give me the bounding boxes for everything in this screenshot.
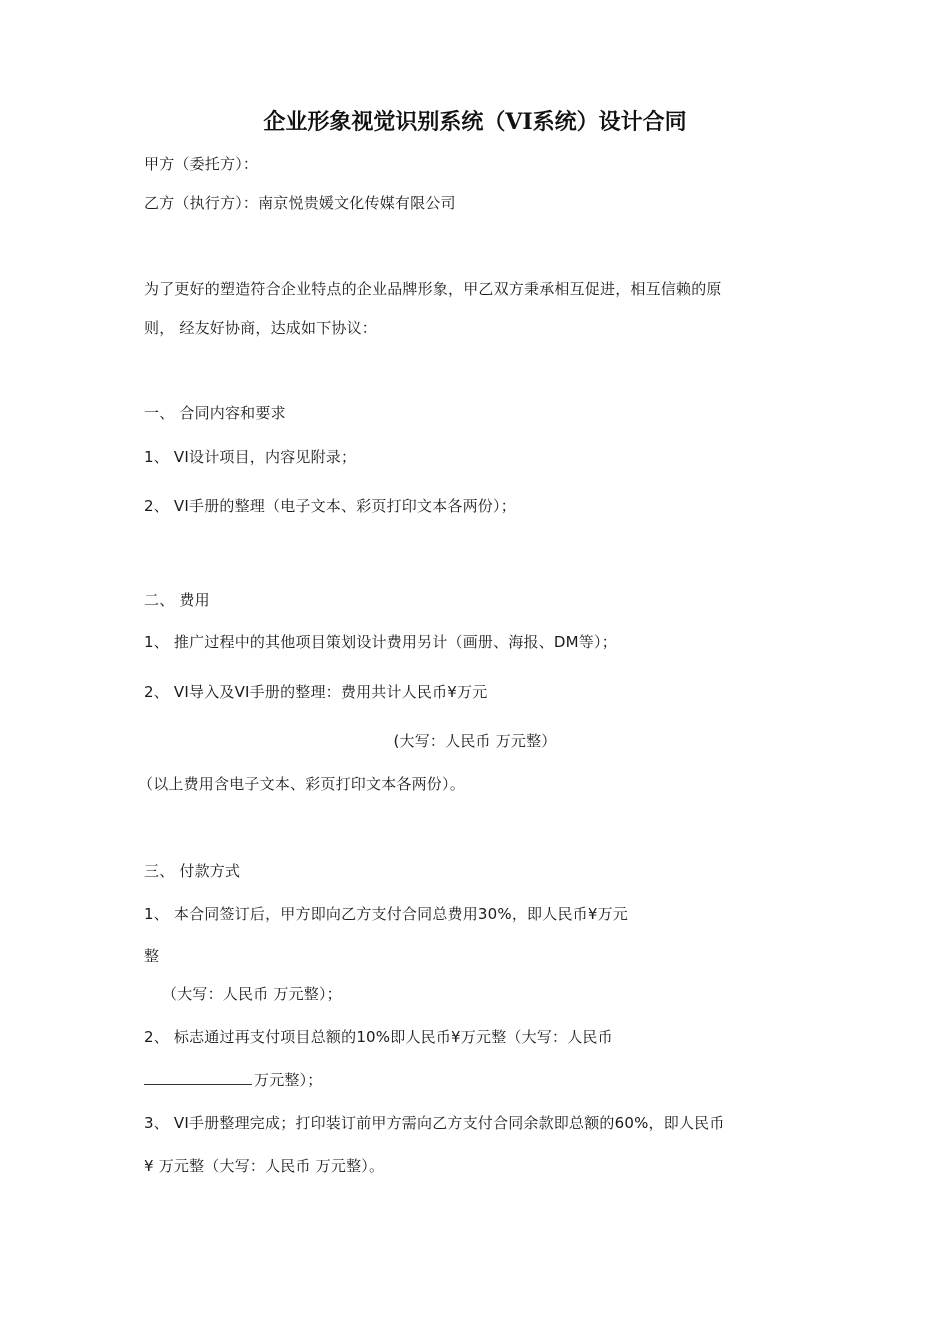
section-3-item-3-line-2: ¥ 万元整（大写：人民币 万元整）。 xyxy=(144,1157,385,1175)
contract-title: 企业形象视觉识别系统（VI系统）设计合同 xyxy=(263,109,687,135)
section-2-note: （以上费用含电子文本、彩页打印文本各两份）。 xyxy=(138,775,465,793)
section-1-item-2: 2、 VI手册的整理（电子文本、彩页打印文本各两份）； xyxy=(144,497,516,515)
section-1-heading: 一、 合同内容和要求 xyxy=(144,404,286,422)
section-3-heading: 三、 付款方式 xyxy=(144,862,241,880)
section-3-item-2-line-2-wrap xyxy=(144,1070,323,1090)
section-3-item-1-line-2: 整 xyxy=(144,947,160,965)
section-2-heading: 二、 费用 xyxy=(144,591,210,609)
party-a-line: 甲方（委托方）： xyxy=(144,155,259,173)
section-2-item-2: 2、 VI导入及VI手册的整理：费用共计人民币¥万元 xyxy=(144,683,488,701)
section-3-item-2-line-1: 2、 标志通过再支付项目总额的10%即人民币¥万元整（大写：人民币 xyxy=(144,1028,613,1046)
fill-in-blank xyxy=(144,1070,252,1085)
section-3-item-1-line-3: （大写：人民币 万元整）； xyxy=(162,985,342,1003)
intro-line-1: 为了更好的塑造符合企业特点的企业品牌形象，甲乙双方秉承相互促进，相互信赖的原 xyxy=(144,280,722,298)
party-b-line: 乙方（执行方）：南京悦贵媛文化传媒有限公司 xyxy=(144,194,456,212)
section-1-item-1: 1、 VI设计项目，内容见附录； xyxy=(144,448,357,466)
section-2-item-1: 1、 推广过程中的其他项目策划设计费用另计（画册、海报、DM等）； xyxy=(144,633,617,651)
section-3-item-2-line-2: 万元整）； xyxy=(254,1071,323,1089)
section-2-item-2-caps: (大写：人民币 万元整） xyxy=(393,732,557,750)
section-3-item-1-line-1: 1、 本合同签订后，甲方即向乙方支付合同总费用30%，即人民币¥万元 xyxy=(144,905,628,923)
section-3-item-3-line-1: 3、 VI手册整理完成；打印装订前甲方需向乙方支付合同余款即总额的60%，即人民币 xyxy=(144,1114,725,1132)
intro-line-2: 则， 经友好协商，达成如下协议： xyxy=(144,319,377,337)
